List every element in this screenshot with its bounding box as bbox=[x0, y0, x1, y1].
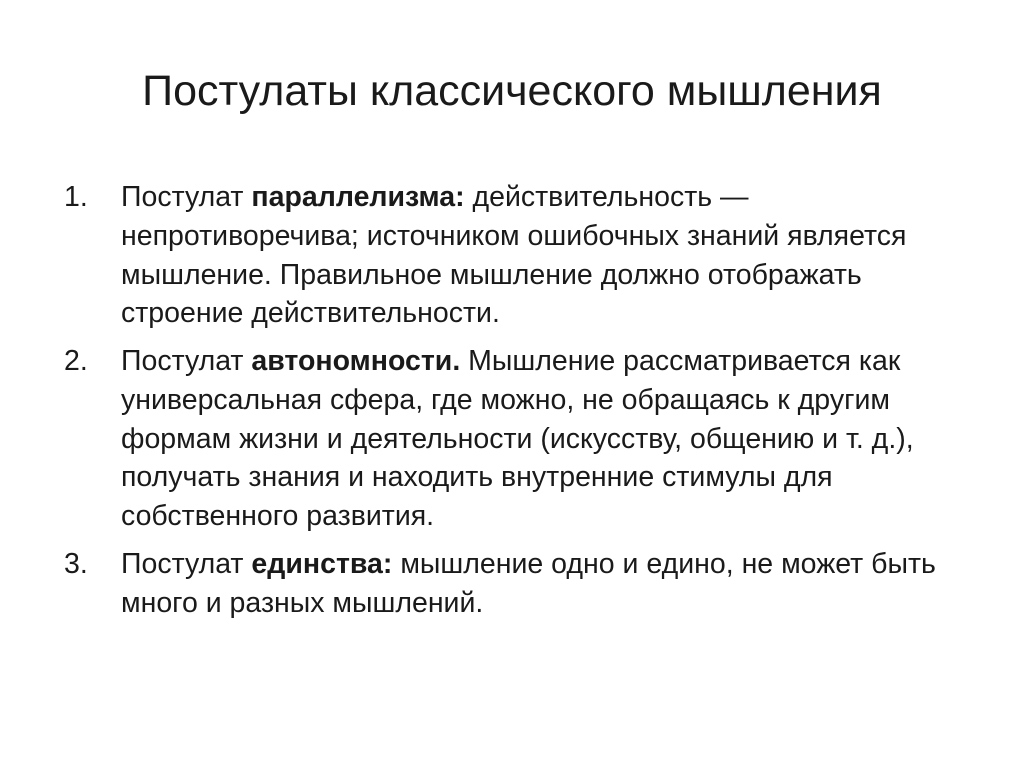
item-term: параллелизма: bbox=[251, 181, 465, 213]
item-text: действительность — непротиворечива; источником ошибочных знаний является мышление. Правильное мышление должно отображать строение действительности. bbox=[121, 181, 907, 330]
item-lead: Постулат bbox=[121, 181, 252, 213]
item-term: единства: bbox=[251, 547, 393, 580]
item-number: 2. bbox=[64, 345, 88, 377]
item-lead: Постулат bbox=[121, 547, 252, 580]
list-item bbox=[64, 178, 964, 333]
item-number: 3. bbox=[64, 547, 88, 580]
postulates-list bbox=[64, 178, 964, 631]
slide-title: Постулаты классического мышления bbox=[142, 67, 882, 115]
list-item bbox=[64, 545, 964, 623]
item-term: автономности. bbox=[251, 345, 461, 377]
item-lead: Постулат bbox=[121, 345, 252, 377]
item-number: 1. bbox=[64, 181, 88, 213]
item-text: мышление одно и едино, не может быть много и разных мышлений. bbox=[121, 547, 936, 619]
item-text: Мышление рассматривается как универсальная сфера, где можно, не обращаясь к другим формам жизни и деятельности (искусству, общению и т. д.), получать знания и находить внутренние стимулы для собственного развития. bbox=[121, 345, 914, 532]
list-item bbox=[64, 342, 964, 536]
